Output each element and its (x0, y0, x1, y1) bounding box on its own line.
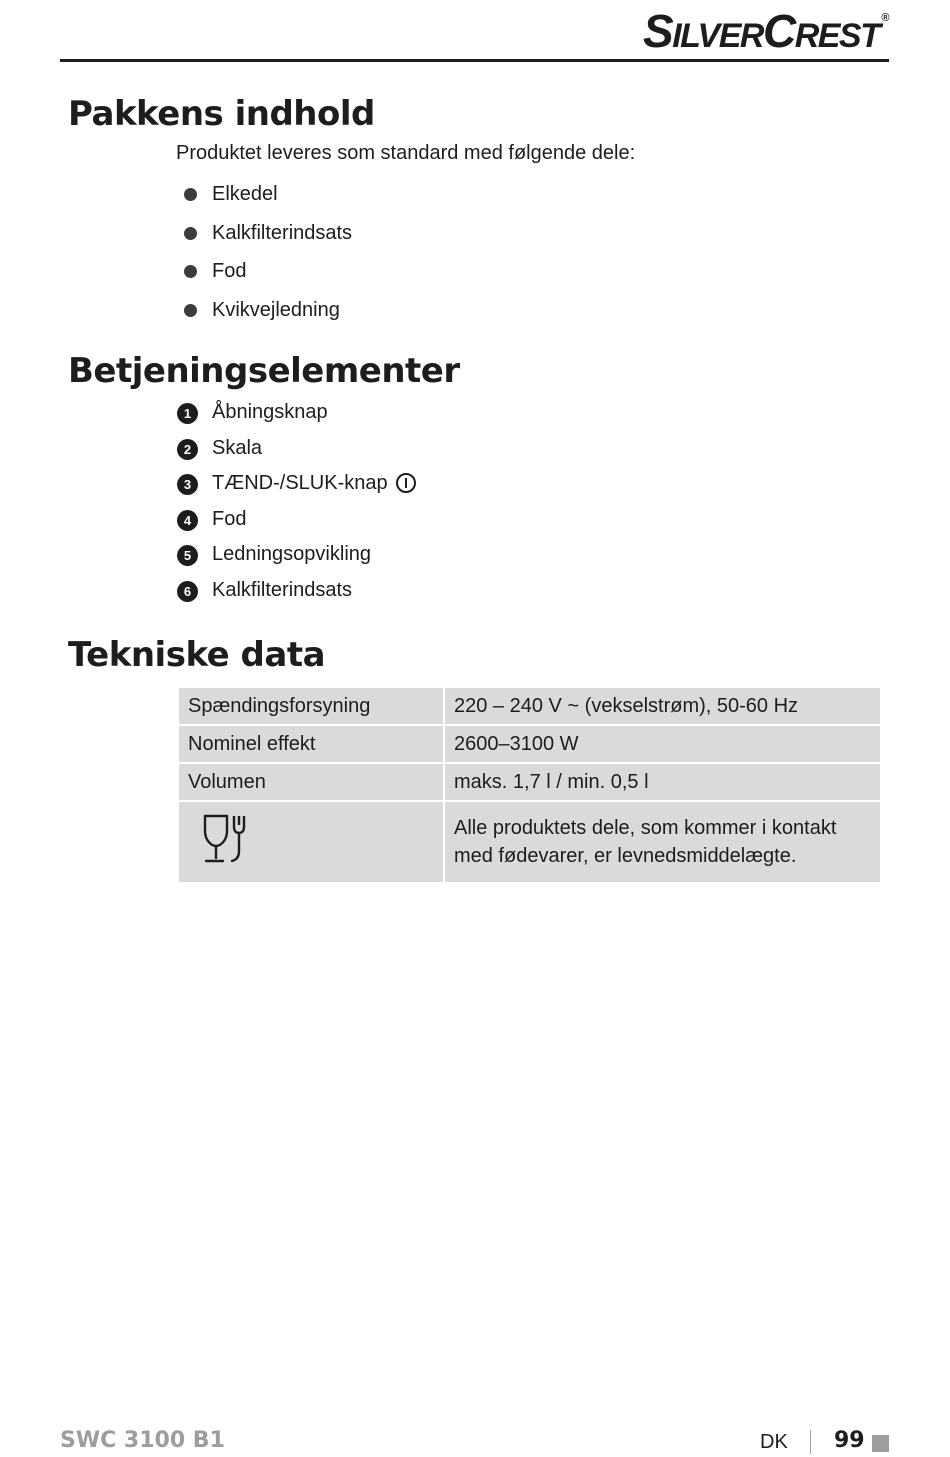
number-badge: 4 (177, 510, 198, 531)
table-cell-key: Spændingsforsyning (178, 687, 444, 725)
tech-table (177, 686, 882, 884)
tech-title: Tekniske data (68, 635, 326, 675)
bullet-icon (184, 265, 197, 278)
table-row (178, 801, 881, 883)
brand-logo: SILVERCREST ® (643, 5, 888, 57)
page-number: 99 (834, 1428, 865, 1453)
footer-divider (810, 1430, 811, 1454)
table-cell-key: Nominel effekt (178, 725, 444, 763)
table-row (178, 687, 881, 725)
number-badge: 6 (177, 581, 198, 602)
table-row (178, 763, 881, 801)
table-cell-value: Alle produktets dele, som kommer i kontakt med fødevarer, er levnedsmiddelægte. (444, 801, 881, 883)
table-cell-key: Volumen (178, 763, 444, 801)
number-badge: 1 (177, 403, 198, 424)
bullet-icon (184, 227, 197, 240)
table-cell-key (178, 801, 444, 883)
bullet-icon (184, 304, 197, 317)
header-rule (60, 59, 889, 62)
number-badge: 2 (177, 439, 198, 460)
controls-title: Betjeningselementer (68, 351, 460, 391)
bullet-icon (184, 188, 197, 201)
model-number: SWC 3100 B1 (60, 1428, 225, 1453)
number-badge: 3 (177, 474, 198, 495)
glass-fork-icon (201, 813, 249, 865)
page-marker-square (872, 1435, 889, 1452)
table-cell-value: 2600–3100 W (444, 725, 881, 763)
contents-intro: Produktet leveres som standard med følgende dele: (176, 142, 636, 164)
number-badge: 5 (177, 545, 198, 566)
contents-title: Pakkens indhold (68, 94, 375, 134)
table-row (178, 725, 881, 763)
language-code: DK (760, 1431, 788, 1453)
power-symbol-icon (396, 473, 416, 493)
table-cell-value: maks. 1,7 l / min. 0,5 l (444, 763, 881, 801)
table-cell-value: 220 – 240 V ~ (vekselstrøm), 50-60 Hz (444, 687, 881, 725)
